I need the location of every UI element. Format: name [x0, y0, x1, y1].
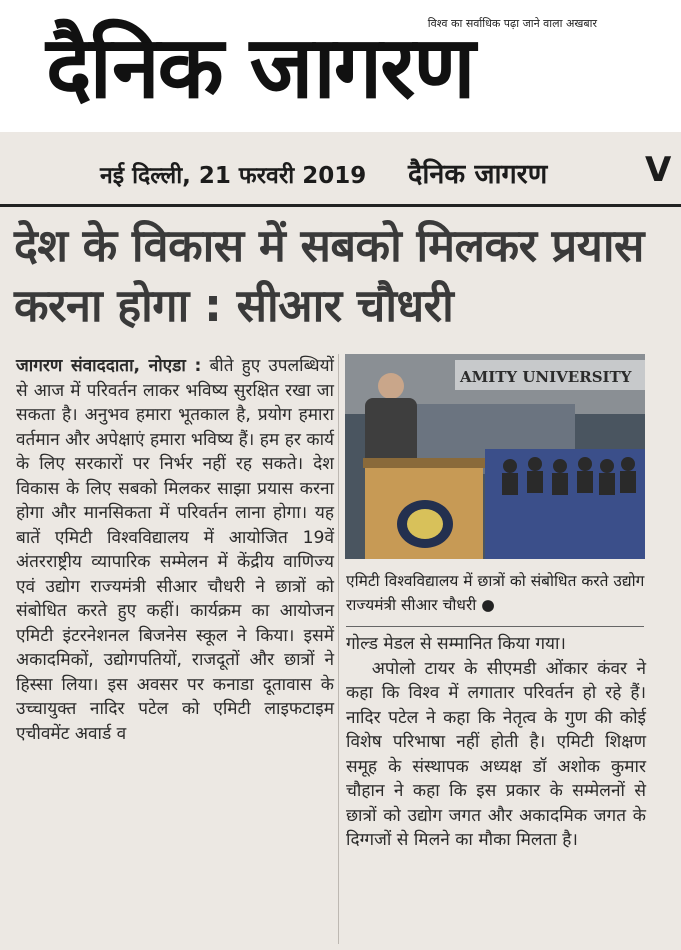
article-body-left: बीते हुए उपलब्धियों से आज में परिवर्तन लाकर भविष्य सुरक्षित रखा जा सकता है। अनुभव हमारा भूतकाल है, प्रयोग हमारा वर्तमान और अपेक्षाएं हमारा भविष्य हैं। हम हर कार्य के लिए सरकारों पर निर्भर नहीं रह सकते। देश विकास के लिए सबको मिलकर साझा प्रयास करना होगा और मानसिकता में परिवर्तन लाना होगा। यह बातें एमिटी विश्वविद्यालय में आयोजित 19वें अंतरराष्ट्रीय व्यापारिक सम्मेलन में केंद्रीय वाणिज्य एवं उद्योग राज्यमंत्री सीआर चौधरी ने छात्रों को संबोधित करते हुए कहीं। कार्यक्रम का आयोजन एमिटी इंटरनेशनल बिजनेस स्कूल ने किया। इसमें अकादमिकों, उद्योगपतियों, राजदूतों और छात्रों ने हिस्सा लिया। इस अवसर पर कनाडा दूतावास के उच्चायुक्त नादिर पटेल को एमिटी लाइफटाइम एचीवमेंट अवार्ड व [16, 356, 335, 744]
column-divider [338, 354, 339, 944]
masthead [0, 0, 681, 132]
dateline: नई दिल्ली, 21 फरवरी 2019 [100, 163, 367, 189]
clipping-header [0, 132, 681, 208]
event-photo [345, 354, 645, 559]
speaker-photo-icon [345, 354, 645, 559]
article-body-right-1: गोल्ड मेडल से सम्मानित किया गया। [346, 634, 566, 654]
newspaper-logo: दैनिक जागरण [46, 18, 474, 118]
article-column-left [16, 354, 334, 746]
news-clipping [0, 132, 681, 950]
photo-banner-text: AMITY UNIVERSITY [460, 368, 632, 386]
article-byline: जागरण संवाददाता, नोएडा : [16, 356, 202, 376]
masthead-tagline: विश्व का सर्वाधिक पढ़ा जाने वाला अखबार [427, 17, 597, 30]
page-mark: V [645, 150, 672, 190]
caption-rule [346, 626, 644, 627]
article-column-right [346, 632, 646, 853]
article-headline: देश के विकास में सबको मिलकर प्रयास करना होगा : सीआर चौधरी [14, 219, 644, 332]
clipping-logo: दैनिक जागरण [408, 159, 548, 190]
article-body-right-2: अपोलो टायर के सीएमडी ओंकार कंवर ने कहा कि विश्व में लगातार परिवर्तन हो रहे हैं। नादिर पटेल ने कहा कि नेतृत्व के गुण की कोई विशेष परिभाषा नहीं होती है। एमिटी शिक्षण समूह के संस्थापक अध्यक्ष डॉ अशोक कुमार चौहान ने कहा कि इस प्रकार के सम्मेलनों से छात्रों को उद्योग जगत और अकादमिक जगत के दिग्गजों से मिलने का मौका मिलता है। [346, 658, 646, 850]
header-rule [0, 204, 681, 207]
photo-caption: एमिटी विश्वविद्यालय में छात्रों को संबोधित करते उद्योग राज्यमंत्री सीआर चौधरी ● [346, 572, 645, 614]
